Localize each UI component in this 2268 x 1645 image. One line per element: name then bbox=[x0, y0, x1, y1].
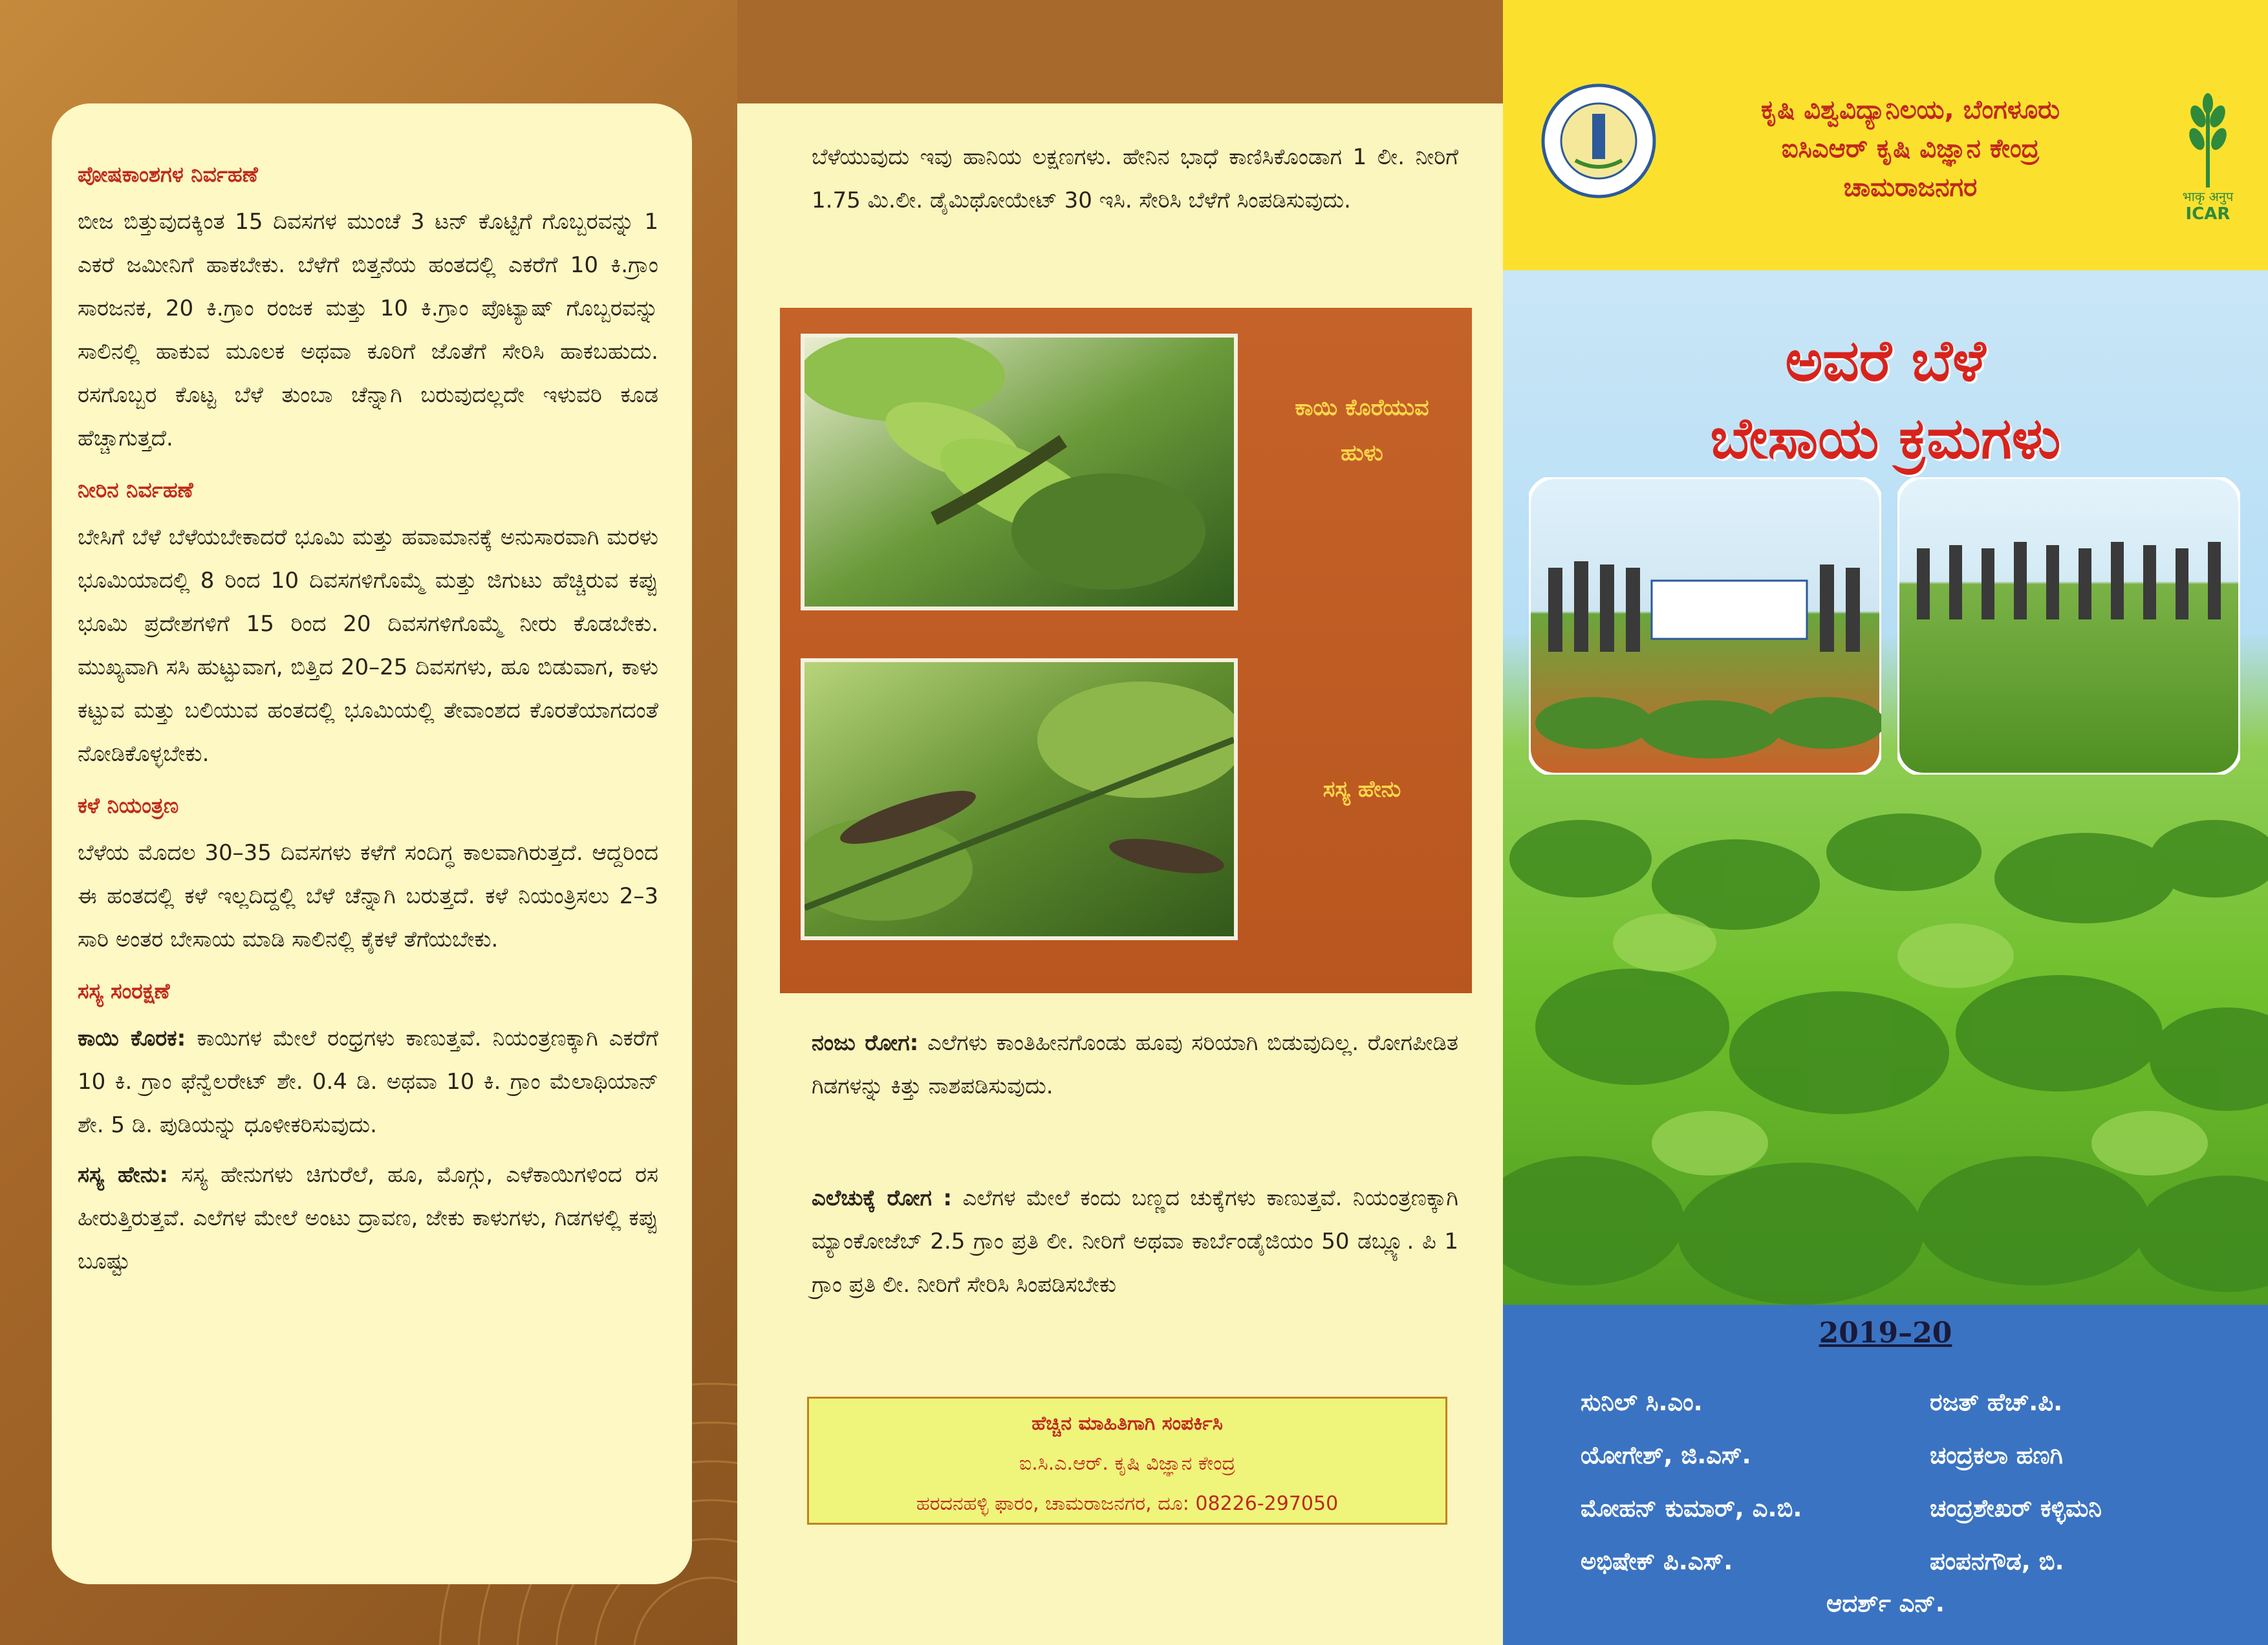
author-item: ಸುನಿಲ್ ಸಿ.ಎಂ. bbox=[1581, 1388, 1703, 1416]
leaf-spot-paragraph bbox=[812, 1177, 1458, 1307]
aphid-photo bbox=[801, 658, 1238, 940]
author-item: ಪಂಪನಗೌಡ, ಬಿ. bbox=[1930, 1547, 2064, 1575]
middle-panel bbox=[737, 0, 1503, 1645]
university-name: ಕೃಷಿ ವಿಶ್ವವಿದ್ಯಾನಿಲಯ, ಬೆಂಗಳೂರು bbox=[1760, 95, 2060, 125]
nutrient-heading: ಪೋಷಕಾಂಶಗಳ ನಿರ್ವಹಣೆ bbox=[78, 162, 258, 187]
aphid-text: ಸಸ್ಯ ಹೇನುಗಳು ಚಿಗುರೆಲೆ, ಹೂ, ಮೊಗ್ಗು, ಎಳೆಕಾಯಿಗಳಿಂದ ರಸ ಹೀರುತ್ತಿರುತ್ತವೆ. ಎಲೆಗಳ ಮೇಲೆ ಅಂಟು ದ್ರಾವಣ, ಜೇಕು ಕಾಳುಗಳು, ಗಿಡಗಳಲ್ಲಿ ಕಪ್ಪು ಬೂಷ್ಟು bbox=[78, 1162, 658, 1274]
pod-borer-caption: ಕಾಯಿ ಕೊರೆಯುವ ಹುಳು bbox=[1295, 395, 1429, 466]
institution-header bbox=[1503, 0, 2268, 270]
left-panel bbox=[0, 0, 737, 1645]
author-item: ಅಭಿಷೇಕ್ ಪಿ.ಎಸ್. bbox=[1581, 1547, 1733, 1575]
contact-address-phone: ಹರದನಹಳ್ಳಿ ಫಾರಂ, ಚಾಮರಾಜನಗರ, ದೂ: 08226-297050 bbox=[916, 1492, 1339, 1515]
pod-borer-photo bbox=[801, 334, 1238, 610]
authors-right-column bbox=[1930, 1376, 2102, 1588]
dolichos-field-photo bbox=[1503, 781, 2268, 1305]
mosaic-text: ಎಲೆಗಳು ಕಾಂತಿಹೀನಗೊಂಡು ಹೂವು ಸರಿಯಾಗಿ ಬಿಡುವುದಿಲ್ಲ. ರೋಗಪೀಡಿತ ಗಿಡಗಳನ್ನು ಕಿತ್ತು ನಾಶಪಡಿಸುವುದು. bbox=[812, 1030, 1458, 1099]
cover-title-line2: ಬೇಸಾಯ ಕ್ರಮಗಳು bbox=[1710, 405, 2061, 471]
author-last: ಆದರ್ಶ್ ಎನ್. bbox=[1826, 1589, 1945, 1617]
author-item: ಯೋಗೇಶ್, ಜಿ.ಎಸ್. bbox=[1581, 1441, 1751, 1469]
pod-borer-label: ಕಾಯಿ ಕೊರಕ: bbox=[78, 1026, 186, 1051]
authors-left-column bbox=[1581, 1376, 1802, 1588]
author-item: ಚಂದ್ರಕಲಾ ಹಣಗಿ bbox=[1930, 1441, 2063, 1469]
aphid-paragraph bbox=[78, 1154, 658, 1284]
cover-photo-area bbox=[1503, 270, 2268, 1305]
mosaic-label: ನಂಜು ರೋಗ: bbox=[812, 1030, 919, 1056]
year-wrap bbox=[1503, 1317, 2268, 1349]
aphid-image bbox=[805, 662, 1234, 936]
institution-block bbox=[1665, 91, 2156, 207]
field-day-photo-left bbox=[1529, 477, 1881, 775]
leaf-spot-text: ಎಲೆಗಳ ಮೇಲೆ ಕಂದು ಬಣ್ಣದ ಚುಕ್ಕೆಗಳು ಕಾಣುತ್ತವೆ. ನಿಯಂತ್ರಣಕ್ಕಾಗಿ ಮ್ಯಾಂಕೋಜೆಬ್ 2.5 ಗ್ರಾಂ ಪ್ರತಿ ಲೀ. ನೀರಿಗೆ ಅಥವಾ ಕಾರ್ಬೆಂಡೈಜಿಯಂ 50 ಡಬ್ಲ್ಯೂ. ಪಿ 1 ಗ್ರಾಂ ಪ್ರತಿ ಲೀ. ನೀರಿಗೆ ಸೇರಿಸಿ ಸಿಂಪಡಿಸಬೇಕು bbox=[812, 1185, 1458, 1298]
contact-org: ಐ.ಸಿ.ಎ.ಆರ್. ಕೃಷಿ ವಿಜ್ಞಾನ ಕೇಂದ್ರ bbox=[1019, 1452, 1236, 1475]
cover-title bbox=[1503, 322, 2268, 477]
water-text: ಬೇಸಿಗೆ ಬೆಳೆ ಬೆಳೆಯಬೇಕಾದರೆ ಭೂಮಿ ಮತ್ತು ಹವಾಮಾನಕ್ಕೆ ಅನುಸಾರವಾಗಿ ಮರಳು ಭೂಮಿಯಾದಲ್ಲಿ 8 ರಿಂದ 10 ದಿವಸಗಳಿಗೊಮ್ಮೆ ಮತ್ತು ಜಿಗುಟು ಹೆಚ್ಚಿರುವ ಕಪ್ಪು ಭೂಮಿ ಪ್ರದೇಶಗಳಿಗೆ 15 ರಿಂದ 20 ದಿವಸಗಳಿಗೊಮ್ಮೆ ನೀರು ಕೊಡಬೇಕು. ಮುಖ್ಯವಾಗಿ ಸಸಿ ಹುಟ್ಟುವಾಗ, ಬಿತ್ತಿದ 20–25 ದಿವಸಗಳು, ಹೂ ಬಿಡುವಾಗ, ಕಾಳು ಕಟ್ಟುವ ಮತ್ತು ಬಲಿಯುವ ಹಂತದಲ್ಲಿ ಭೂಮಿಯಲ್ಲಿ ತೇವಾಂಶದ ಕೊರತೆಯಾಗದಂತೆ ನೋಡಿಕೊಳ್ಳಬೇಕು. bbox=[78, 524, 658, 767]
aphid-caption: ಸಸ್ಯ ಹೇನು bbox=[1323, 777, 1401, 802]
district-name: ಚಾಮರಾಜನಗರ bbox=[1843, 173, 1978, 202]
pod-borer-image bbox=[805, 338, 1234, 607]
pod-borer-text: ಕಾಯಿಗಳ ಮೇಲೆ ರಂಧ್ರಗಳು ಕಾಣುತ್ತವೆ. ನಿಯಂತ್ರಣಕ್ಕಾಗಿ ಎಕರೆಗೆ 10 ಕಿ. ಗ್ರಾಂ ಫೆನ್ವೆಲರೇಟ್ ಶೇ. 0.4 ಡಿ. ಅಥವಾ 10 ಕಿ. ಗ್ರಾಂ ಮೆಲಾಥಿಯಾನ್ ಶೇ. 5 ಡಿ. ಪುಡಿಯನ್ನು ಧೂಳೀಕರಿಸುವುದು. bbox=[78, 1026, 659, 1138]
icar-wheat-logo bbox=[2172, 91, 2243, 188]
pest-photo-box bbox=[780, 308, 1472, 993]
author-item: ಮೋಹನ್ ಕುಮಾರ್, ಎ.ಬಿ. bbox=[1581, 1494, 1802, 1522]
cover-footer bbox=[1503, 1305, 2268, 1645]
kvk-name: ಐಸಿಎಆರ್ ಕೃಷಿ ವಿಜ್ಞಾನ ಕೇಂದ್ರ bbox=[1781, 134, 2040, 164]
uas-seal-logo bbox=[1540, 83, 1657, 199]
icar-hindi-label: भाकृ अनुप bbox=[2182, 189, 2234, 204]
pod-borer-paragraph bbox=[78, 1017, 658, 1147]
contact-box bbox=[807, 1397, 1447, 1525]
water-heading: ನೀರಿನ ನಿರ್ವಹಣೆ bbox=[78, 477, 193, 502]
author-item: ರಜತ್ ಹೆಚ್.ಪಿ. bbox=[1930, 1388, 2063, 1416]
aphid-control-text: ಬೆಳೆಯುವುದು ಇವು ಹಾನಿಯ ಲಕ್ಷಣಗಳು. ಹೇನಿನ ಭಾಧೆ ಕಾಣಿಸಿಕೊಂಡಾಗ 1 ಲೀ. ನೀರಿಗೆ 1.75 ಮಿ.ಲೀ. ಡೈಮಿಥೋಯೇಟ್ 30 ಇಸಿ. ಸೇರಿಸಿ ಬೆಳೆಗೆ ಸಿಂಪಡಿಸುವುದು. bbox=[812, 144, 1458, 213]
left-text-card bbox=[52, 103, 692, 1584]
leaf-spot-label: ಎಲೆಚುಕ್ಕೆ ರೋಗ : bbox=[812, 1185, 952, 1211]
mosaic-paragraph bbox=[812, 1022, 1458, 1108]
nutrient-text: ಬೀಜ ಬಿತ್ತುವುದಕ್ಕಿಂತ 15 ದಿವಸಗಳ ಮುಂಚೆ 3 ಟನ್ ಕೊಟ್ಟಿಗೆ ಗೊಬ್ಬರವನ್ನು 1 ಎಕರೆ ಜಮೀನಿಗೆ ಹಾಕಬೇಕು. ಬೆಳೆಗೆ ಬಿತ್ತನೆಯ ಹಂತದಲ್ಲಿ ಎಕರೆಗೆ 10 ಕಿ.ಗ್ರಾಂ ಸಾರಜನಕ, 20 ಕಿ.ಗ್ರಾಂ ರಂಜಕ ಮತ್ತು 10 ಕಿ.ಗ್ರಾಂ ಪೊಟ್ಯಾಷ್ ಗೊಬ್ಬರವನ್ನು ಸಾಲಿನಲ್ಲಿ ಹಾಕುವ ಮೂಲಕ ಅಥವಾ ಕೂರಿಗೆ ಜೊತೆಗೆ ಸೇರಿಸಿ ಹಾಕಬಹುದು. ರಸಗೊಬ್ಬರ ಕೊಟ್ಟ ಬೆಳೆ ತುಂಬಾ ಚೆನ್ನಾಗಿ ಬರುವುದಲ್ಲದೇ ಇಳುವರಿ ಕೂಡ ಹೆಚ್ಚಾಗುತ್ತದೆ. bbox=[78, 209, 658, 451]
aphid-label: ಸಸ್ಯ ಹೇನು: bbox=[78, 1162, 169, 1188]
field-day-photo-right bbox=[1897, 477, 2240, 775]
contact-title: ಹೆಚ್ಚಿನ ಮಾಹಿತಿಗಾಗಿ ಸಂಪರ್ಕಿಸಿ bbox=[1031, 1412, 1223, 1435]
weed-text: ಬೆಳೆಯ ಮೊದಲ 30–35 ದಿವಸಗಳು ಕಳೆಗೆ ಸಂದಿಗ್ಧ ಕಾಲವಾಗಿರುತ್ತದೆ. ಆದ್ದರಿಂದ ಈ ಹಂತದಲ್ಲಿ ಕಳೆ ಇಲ್ಲದಿದ್ದಲ್ಲಿ ಬೆಳೆ ಚೆನ್ನಾಗಿ ಬರುತ್ತದೆ. ಕಳೆ ನಿಯಂತ್ರಿಸಲು 2–3 ಸಾರಿ ಅಂತರ ಬೇಸಾಯ ಮಾಡಿ ಸಾಲಿನಲ್ಲಿ ಕೈಕಳೆ ತೆಗೆಯಬೇಕು. bbox=[78, 840, 658, 952]
middle-card bbox=[737, 103, 1503, 1645]
icar-label: ICAR bbox=[2185, 204, 2230, 224]
protection-heading: ಸಸ್ಯ ಸಂರಕ್ಷಣೆ bbox=[78, 978, 170, 1004]
cover-title-line1: ಅವರೆ ಬೆಳೆ bbox=[1785, 327, 1986, 394]
publication-year: 2019–20 bbox=[1819, 1317, 1952, 1349]
weed-heading: ಕಳೆ ನಿಯಂತ್ರಣ bbox=[78, 793, 179, 818]
cover-panel bbox=[1503, 0, 2268, 1645]
author-item: ಚಂದ್ರಶೇಖರ್ ಕಳ್ಳಿಮನಿ bbox=[1930, 1494, 2102, 1522]
